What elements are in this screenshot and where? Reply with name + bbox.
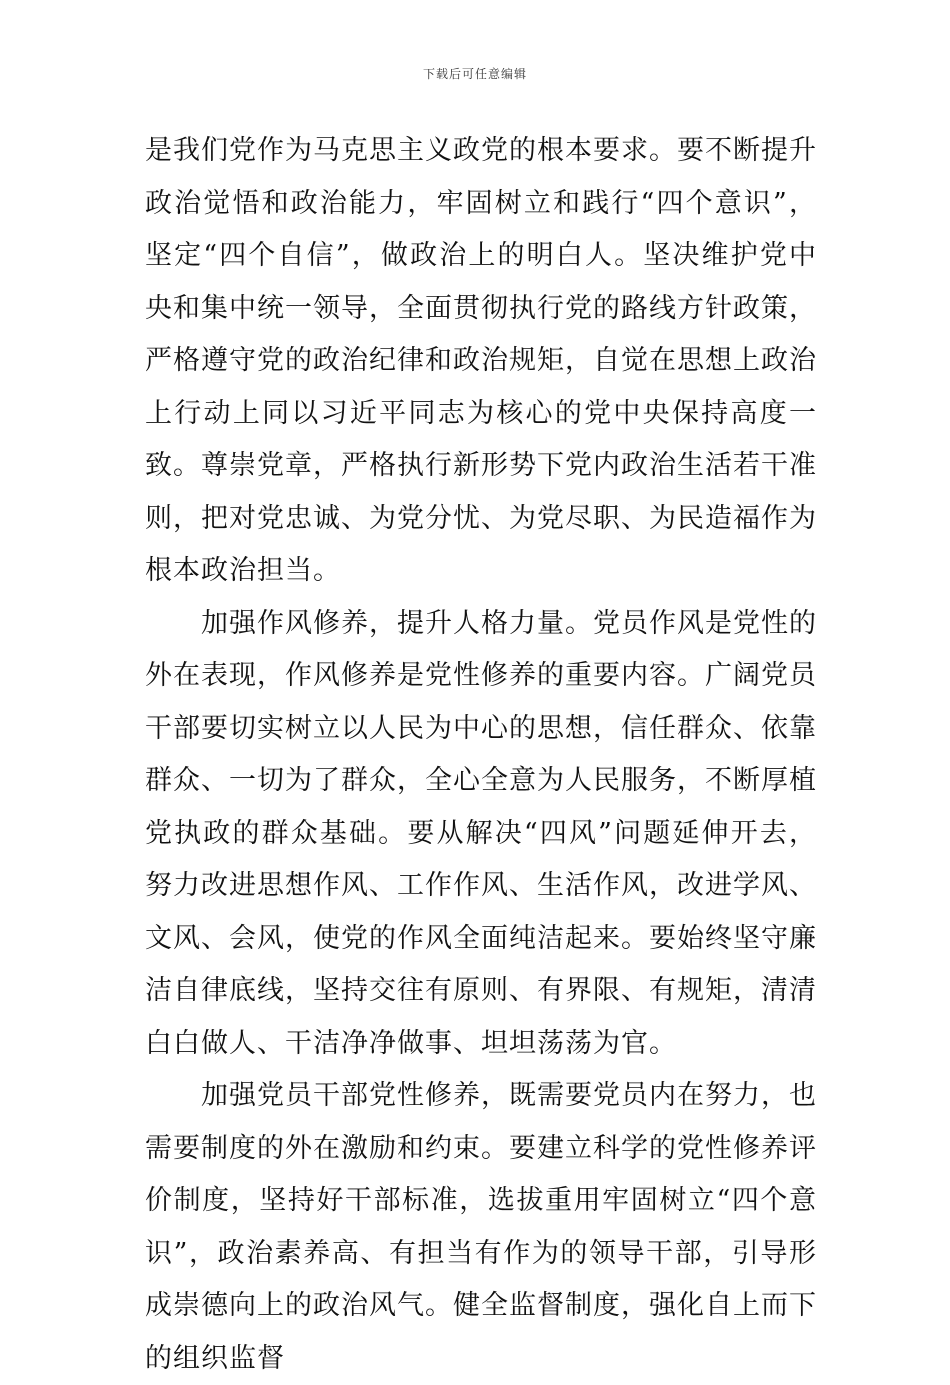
paragraph-work-style: 加强作风修养，提升人格力量。党员作风是党性的外在表现，作风修养是党性修养的重要内容。广阔党员干部要切实树立以人民为中心的思想，信任群众、依靠群众、一切为了群众，全心全意为人民服务，不断厚植党执政的群众基础。要从解决“四风”问题延伸开去，努力改进思想作风、工作作风、生活作风，改进学风、文风、会风，使党的作风全面纯洁起来。要始终坚守廉洁自律底线，坚持交往有原则、有界限、有规矩，清清白白做人、干洁净净做事、坦坦荡荡为官。: [145, 607, 817, 1059]
paragraph-continuation: 是我们党作为马克思主义政党的根本要求。要不断提升政治觉悟和政治能力，牢固树立和践行“四个意识”，坚定“四个自信”，做政治上的明白人。坚决维护党中央和集中统一领导，全面贯彻执行党的路线方针政策，严格遵守党的政治纪律和政治规矩，自觉在思想上政治上行动上同以习近平同志为核心的党中央保持高度一致。尊崇党章，严格执行新形势下党内政治生活若干准则，把对党忠诚、为党分忧、为党尽职、为民造福作为根本政治担当。: [145, 135, 817, 586]
paragraph-institutions: 加强党员干部党性修养，既需要党员内在努力，也需要制度的外在激励和约束。要建立科学的党性修养评价制度，坚持好干部标准，选拔重用牢固树立“四个意识”，政治素养高、有担当有作为的领导干部，引导形成崇德向上的政治风气。健全监督制度，强化自上而下的组织监督: [145, 1080, 817, 1374]
document-body: [145, 125, 817, 1385]
header-note: 下载后可任意编辑: [422, 67, 527, 81]
